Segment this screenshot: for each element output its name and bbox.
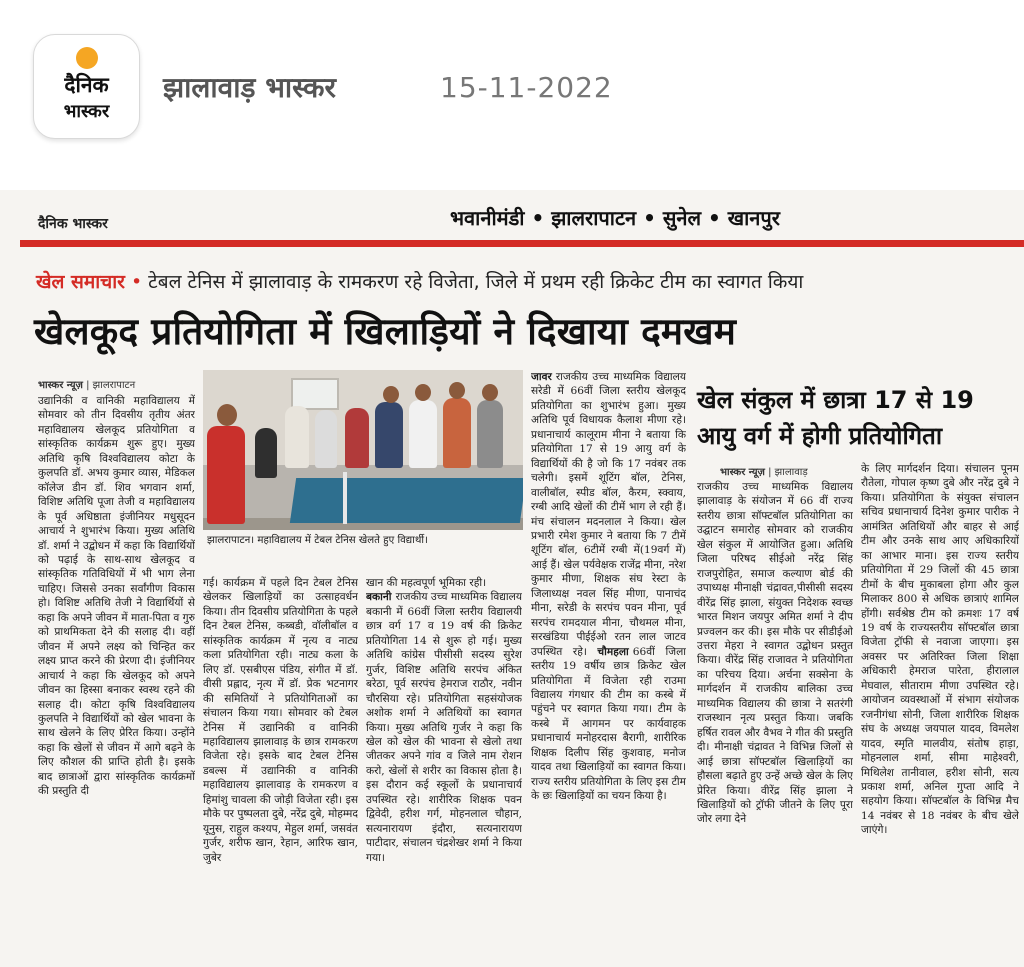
article-text: 66वीं जिला स्तरीय 19 वर्षीय छात्र क्रिकेट खेल प्रतियोगिता में विजेता रही राउमा विद्यालय गंगधार की टीम का कस्बे में पहुंचने पर स्वागत किया गया। टीम के कस्बे में आगमन पर कार्यवाहक प्रधानाचार्य मनोहरदास बैरागी, शारीरिक शिक्षक दिलीप सिंह कुशवाह, मनोज यादव तथा खिलाड़ियों का स्वागत किया। राज्य स्तरीय प्रतियोगिता के लिए इस टीम के छः खिलाड़ियों का चयन किया है। xyxy=(531,645,686,803)
edition-name: झालावाड़ भास्कर xyxy=(163,71,336,104)
dateline-place: बकानी xyxy=(366,591,392,604)
red-divider-rule xyxy=(20,240,1024,247)
article-text: के लिए मार्गदर्शन दिया। संचालन पूनम रौतेला, गोपाल कृष्ण दुबे और नरेंद्र दुबे ने किया। प्रतियोगिता के संयुक्त संचालन सचिव प्रधानाचार्य दिनेश कुमार पारीक ने आमंत्रित अतिथियों और बाहर से आई टीम और उनके साथ आए अधिकारियों का आभार माना। इस राज्य स्तरीय प्रतियोगिता में 29 जिलों की 45 छात्रा टीमों के बीच मुकाबला होगा और कुल मिलाकर 800 से अधिक छात्राएं शामिल होंगी। सर्वश्रेष्ठ टीम को क्रमशः 17 वर्ष 19 वर्ष के राज्यस्तरीय सॉफ्टबॉल छात्रा विजेता ट्रॉफी से नवाजा जाएगा। इस अवसर पर अतिरिक्त जिला शिक्षा अधिकारी हेमराज पारेता, हीरालाल मेघवाल, सीताराम मीणा उपस्थित रहे। आयोजन व्यवस्थाओं में संभाग संयोजक रजनीगंधा सोनी, जिला शारीरिक शिक्षक संघ के अध्यक्ष जयपाल यादव, विमलेश यादव, स्मृति मालवीय, संतोष हाड़ा, मोहनलाल शर्मा, सीमा माहेश्वरी, मिथिलेश तानीवाल, हरीश सोनी, सत्य प्रकाश शर्मा, अनिल गुप्ता आदि ने सहयोग किया। सॉफ्टबॉल के विभिन्न मैच 14 नवंबर से 18 नवंबर के बीच खेले जाएंगे। xyxy=(861,463,1019,837)
spectator-figure xyxy=(375,402,403,468)
article-text: राजकीय उच्च माध्यमिक विद्यालय सरेडी में 66वीं जिला स्तरीय खेलकूद प्रतियोगिता का शुभारंभ हुआ। मुख्य अतिथि पूर्व विधायक कैलाश मीणा रहे। प्रधानाचार्य कालूराम मीना ने बताया कि प्रतियोगिता 17 से 19 आयु वर्ग के विद्यार्थियों की है जो कि 17 नवंबर तक चलेगी। इसमें शूटिंग बॉल, टेनिस, वालीबॉल, स्पीड बॉल, कैरम, स्क्वाय, रग्बी आदि खेलों की टीमें भाग ले रही हैं। मंच संचालन मदनलाल ने किया। खेल प्रभारी रमेश कुमार ने बताया कि 7 टीमें शूटिंग बॉल, 6टीमें रग्बी में(19वर्ग में) आई हैं। खेल पर्यवेक्षक राजेंद्र मीना, नरेश कुमार मीणा, शिक्षक संघ रेस्टा के जिलाध्यक्ष नवल सिंह मीणा, पानाचंद मीना, सरेडी के सरपंच पवन मीना, पूर्व सरपंच रामदयाल मीना, चौथमल मीना, सरखंडिया पीईईओ रतन लाल जाटव उपस्थित रहे। xyxy=(531,371,686,658)
spectator-figure xyxy=(255,428,277,478)
dateline-place: चौमहला xyxy=(597,645,629,658)
logo-text-line2: भास्कर xyxy=(63,101,110,122)
story2-byline: भास्कर न्यूज़ | झालावाड़ xyxy=(720,467,808,478)
byline-agency: भास्कर न्यूज़ xyxy=(720,467,765,478)
logo-text-line1: दैनिक xyxy=(64,73,109,97)
spectator-head xyxy=(482,384,498,401)
sun-icon xyxy=(76,47,98,69)
story1-column-2 xyxy=(203,576,358,966)
article-text: खान की महत्वपूर्ण भूमिका रही। xyxy=(366,577,487,589)
story1-byline: भास्कर न्यूज़ | झालरापाटन xyxy=(38,380,136,391)
kicker-text: टेबल टेनिस में झालावाड़ के रामकरण रहे विजेता, जिले में प्रथम रही क्रिकेट टीम का स्वागत किया xyxy=(148,271,804,293)
newspaper-page xyxy=(0,190,1024,967)
edition-date: 15-11-2022 xyxy=(440,71,613,104)
table-tennis-net xyxy=(343,472,347,524)
article-text: गई। कार्यक्रम में पहले दिन टेबल टेनिस खेलकर खिलाड़ियों का उत्साहवर्धन किया। तीन दिवसीय प्रतियोगिता के पहले दिन टेबल टेनिस, कब्बडी, वॉलीबॉल व सांस्कृतिक कार्यक्रम में नृत्य व नाट्य कला प्रतियोगिता रही। नाट्य कला के लिए डॉ. एसबीएस पंडिय, संगीत में डॉ. वीसी प्रह्लाद, नृत्य में डॉ. प्रेक भटनागर की समितियों ने प्रतियोगिताओं का संचालन किया गया। सोमवार को टेबल टेनिस में उद्यानिकी व वानिकी महाविद्यालय झालावाड़ के छात्र रामकरण विजेता रहे। इसके बाद टेबल टेनिस डबल्स में उद्यानिकी व वानिकी महाविद्यालय झालावाड़ के रामकरण व हिमांशु चावला की जोड़ी विजेता रही। इस मौके पर पुष्पलता दुबे, नरेंद्र दुबे, मोहम्मद यूनुस, राहुल कश्यप, मेहुल शर्मा, जसवंत गुर्जर, शरीफ खान, रेहान, आरिफ खान, जुबेर xyxy=(203,577,358,864)
article-text: राजकीय उच्च माध्यमिक विद्यालय बकानी में 66वीं जिला स्तरीय विद्यालयी छात्र वर्ग 17 व 19 वर्ष की क्रिकेट प्रतियोगिता 14 से शुरू हो गई। मुख्य अतिथि कांग्रेस पीसीसी सदस्य सुरेश गुर्जर, विशिष्ट अतिथि सरपंच अंकित बरेठा, पूर्व सरपंच हेमराज राठौर, नवीन चौरसिया रहे। प्रतियोगिता सहसंयोजक अशोक शर्मा ने अतिथियों का स्वागत किया। मुख्य अतिथि गुर्जर ने कहा कि खेल को खेल की भावना से खेलो तथा जीतकर अपने गांव व जिले नाम रोशन करो, खेलों से शरीर का विकास होता है। इस दौरान कई स्कूलों के प्रधानाचार्य उपस्थित रहे। शारीरिक शिक्षक पवन द्विवेदी, हरीश गर्ग, मोहनलाल चौहान, सत्यनारायण इंदौरा, सत्यनारायण पाटीदार, संचालन चंद्रशेखर शर्मा ने किया गया। xyxy=(366,591,522,864)
article-text: उद्यानिकी व वानिकी महाविद्यालय में सोमवार को तीन दिवसीय तृतीय अंतर महाविद्यालय खेलकूद प्रतियोगिता व सांस्कृतिक कार्यक्रम शुरू हुए। मुख्य अतिथि कृषि विश्वविद्यालय कोटा के कुलपति डॉ. अभय कुमार व्यास, मेडिकल कॉलेज डीन डॉ. शिव भगवान शर्मा, विशिष्ट अतिथि पूजा तेजी व महाविद्यालय के पूर्व अधिष्ठाता इंजीनियर मधुसूदन आचार्य ने शुभारंभ किया। मुख्य अतिथि डॉ. शर्मा ने उद्बोधन में कहा कि विद्यार्थियों को पढ़ाई के साथ-साथ खेलकूद व सांस्कृतिक गतिविधियों में भी भाग लेना चाहिए। जिससे उनका सर्वांगीण विकास हो। विशिष्ट अतिथि तेजी ने विद्यार्थियों से कहा कि अपने जीवन में माता-पिता व गुरु को प्राथमिकता देने की सलाह दी। वहीं जीवन में अपने लक्ष्य को चिन्हित कर लक्ष्य प्राप्त करने की प्रेरणा दी। इंजीनियर आचार्य ने कहा कि खेलकूद को अपने जीवन का हिस्सा बनाकर स्वस्थ रहने की सलाह दी। कोटा कृषि विश्वविद्यालय कुलपति ने विद्यार्थियों को खेल भावना के साथ खेलने के लिए प्रेरित किया। उन्होंने कहा कि खेलों से जीवन में आगे बढ़ने के लिए कौशल की प्राप्ति होती है। इसके बाद छात्राओं द्वारा सांस्कृतिक कार्यक्रमों की प्रस्तुति दी xyxy=(38,395,195,798)
story2-column-1 xyxy=(697,480,853,966)
kicker-label: खेल समाचार xyxy=(36,271,125,293)
article-text: राजकीय उच्च माध्यमिक विद्यालय झालावाड़ के संयोजन में 66 वीं राज्य स्तरीय छात्रा सॉफ्टबॉल प्रतियोगिता का उद्घाटन समारोह सोमवार को राजकीय खेल संकुल में आयोजित हुआ। अतिथि जिला परिषद सीईओ नरेंद्र सिंह राजपुरोहित, समाज कल्याण बोर्ड की उपाध्यक्ष मीनाक्षी चंद्रावत,पीसीसी सदस्य वीरेंद्र सिंह झाला, संयुक्त निदेशक स्वच्छ भारत मिशन जयपुर अमित शर्मा ने दीप प्रज्वलन कर की। इस मौके पर सीडीईओ उत्तरा मेहरा ने स्वागत उद्बोधन प्रस्तुत किया। वीरेंद्र सिंह राजावत ने प्रतियोगिता का परिचय दिया। अर्चना सक्सेना के मार्गदर्शन में राजकीय बालिका उच्च माध्यमिक विद्यालय की छात्रा ने सतरंगी राजस्थान नृत्य प्रस्तुत किया। जबकि हर्षित रावल और वैभव ने गीत की प्रस्तुति दी। मीनाक्षी चंद्रावत ने विभिन्न जिलों से आई छात्रा सॉफ्टबॉल खिलाड़ियों का हौसला बढ़ाते हुए उन्हें अच्छे खेल के लिए प्रेरित किया। वीरेंद्र सिंह झाला ने खिलाड़ियों को ट्रॉफी जीतने के लिए पूरा जोर लगा देने xyxy=(697,481,853,826)
spectator-figure xyxy=(285,406,309,468)
player-head xyxy=(217,404,237,426)
page-masthead-towns: भवानीमंडी • झालरापाटन • सुनेल • खानपुर xyxy=(450,206,780,230)
spectator-head xyxy=(449,382,465,399)
dainik-bhaskar-logo[interactable] xyxy=(33,34,140,139)
main-headline: खेलकूद प्रतियोगिता में खिलाड़ियों ने दिखाया दमखम xyxy=(34,310,737,353)
table-tennis-photo[interactable] xyxy=(203,370,523,530)
story1-column-3 xyxy=(366,576,522,966)
spectator-figure xyxy=(315,410,337,468)
photo-caption: झालरापाटन। महाविद्यालय में टेबल टेनिस खेलते हुए विद्यार्थी। xyxy=(203,532,523,546)
story-kicker xyxy=(36,268,803,300)
spectator-figure xyxy=(345,408,369,468)
kicker-bullet: • xyxy=(130,271,143,293)
player-figure xyxy=(207,426,245,524)
epaper-header xyxy=(0,0,1024,190)
story2-headline: खेल संकुल में छात्रा 17 से 19 आयु वर्ग में होगी प्रतियोगिता xyxy=(697,386,974,450)
story1-column-1 xyxy=(38,394,195,966)
spectator-figure xyxy=(409,400,437,468)
table-tennis-table xyxy=(290,478,523,523)
spectator-figure xyxy=(443,398,471,468)
spectator-figure xyxy=(477,400,503,468)
byline-agency: भास्कर न्यूज़ xyxy=(38,380,83,391)
story1-column-4 xyxy=(531,370,686,966)
byline-place: झालावाड़ xyxy=(774,467,808,478)
byline-place: झालरापाटन xyxy=(92,380,136,391)
spectator-head xyxy=(383,386,399,403)
spectator-head xyxy=(415,384,431,401)
dateline-place: जावर xyxy=(531,371,552,383)
story2-column-2 xyxy=(861,462,1019,966)
page-masthead-brand: दैनिक भास्कर xyxy=(38,216,108,232)
